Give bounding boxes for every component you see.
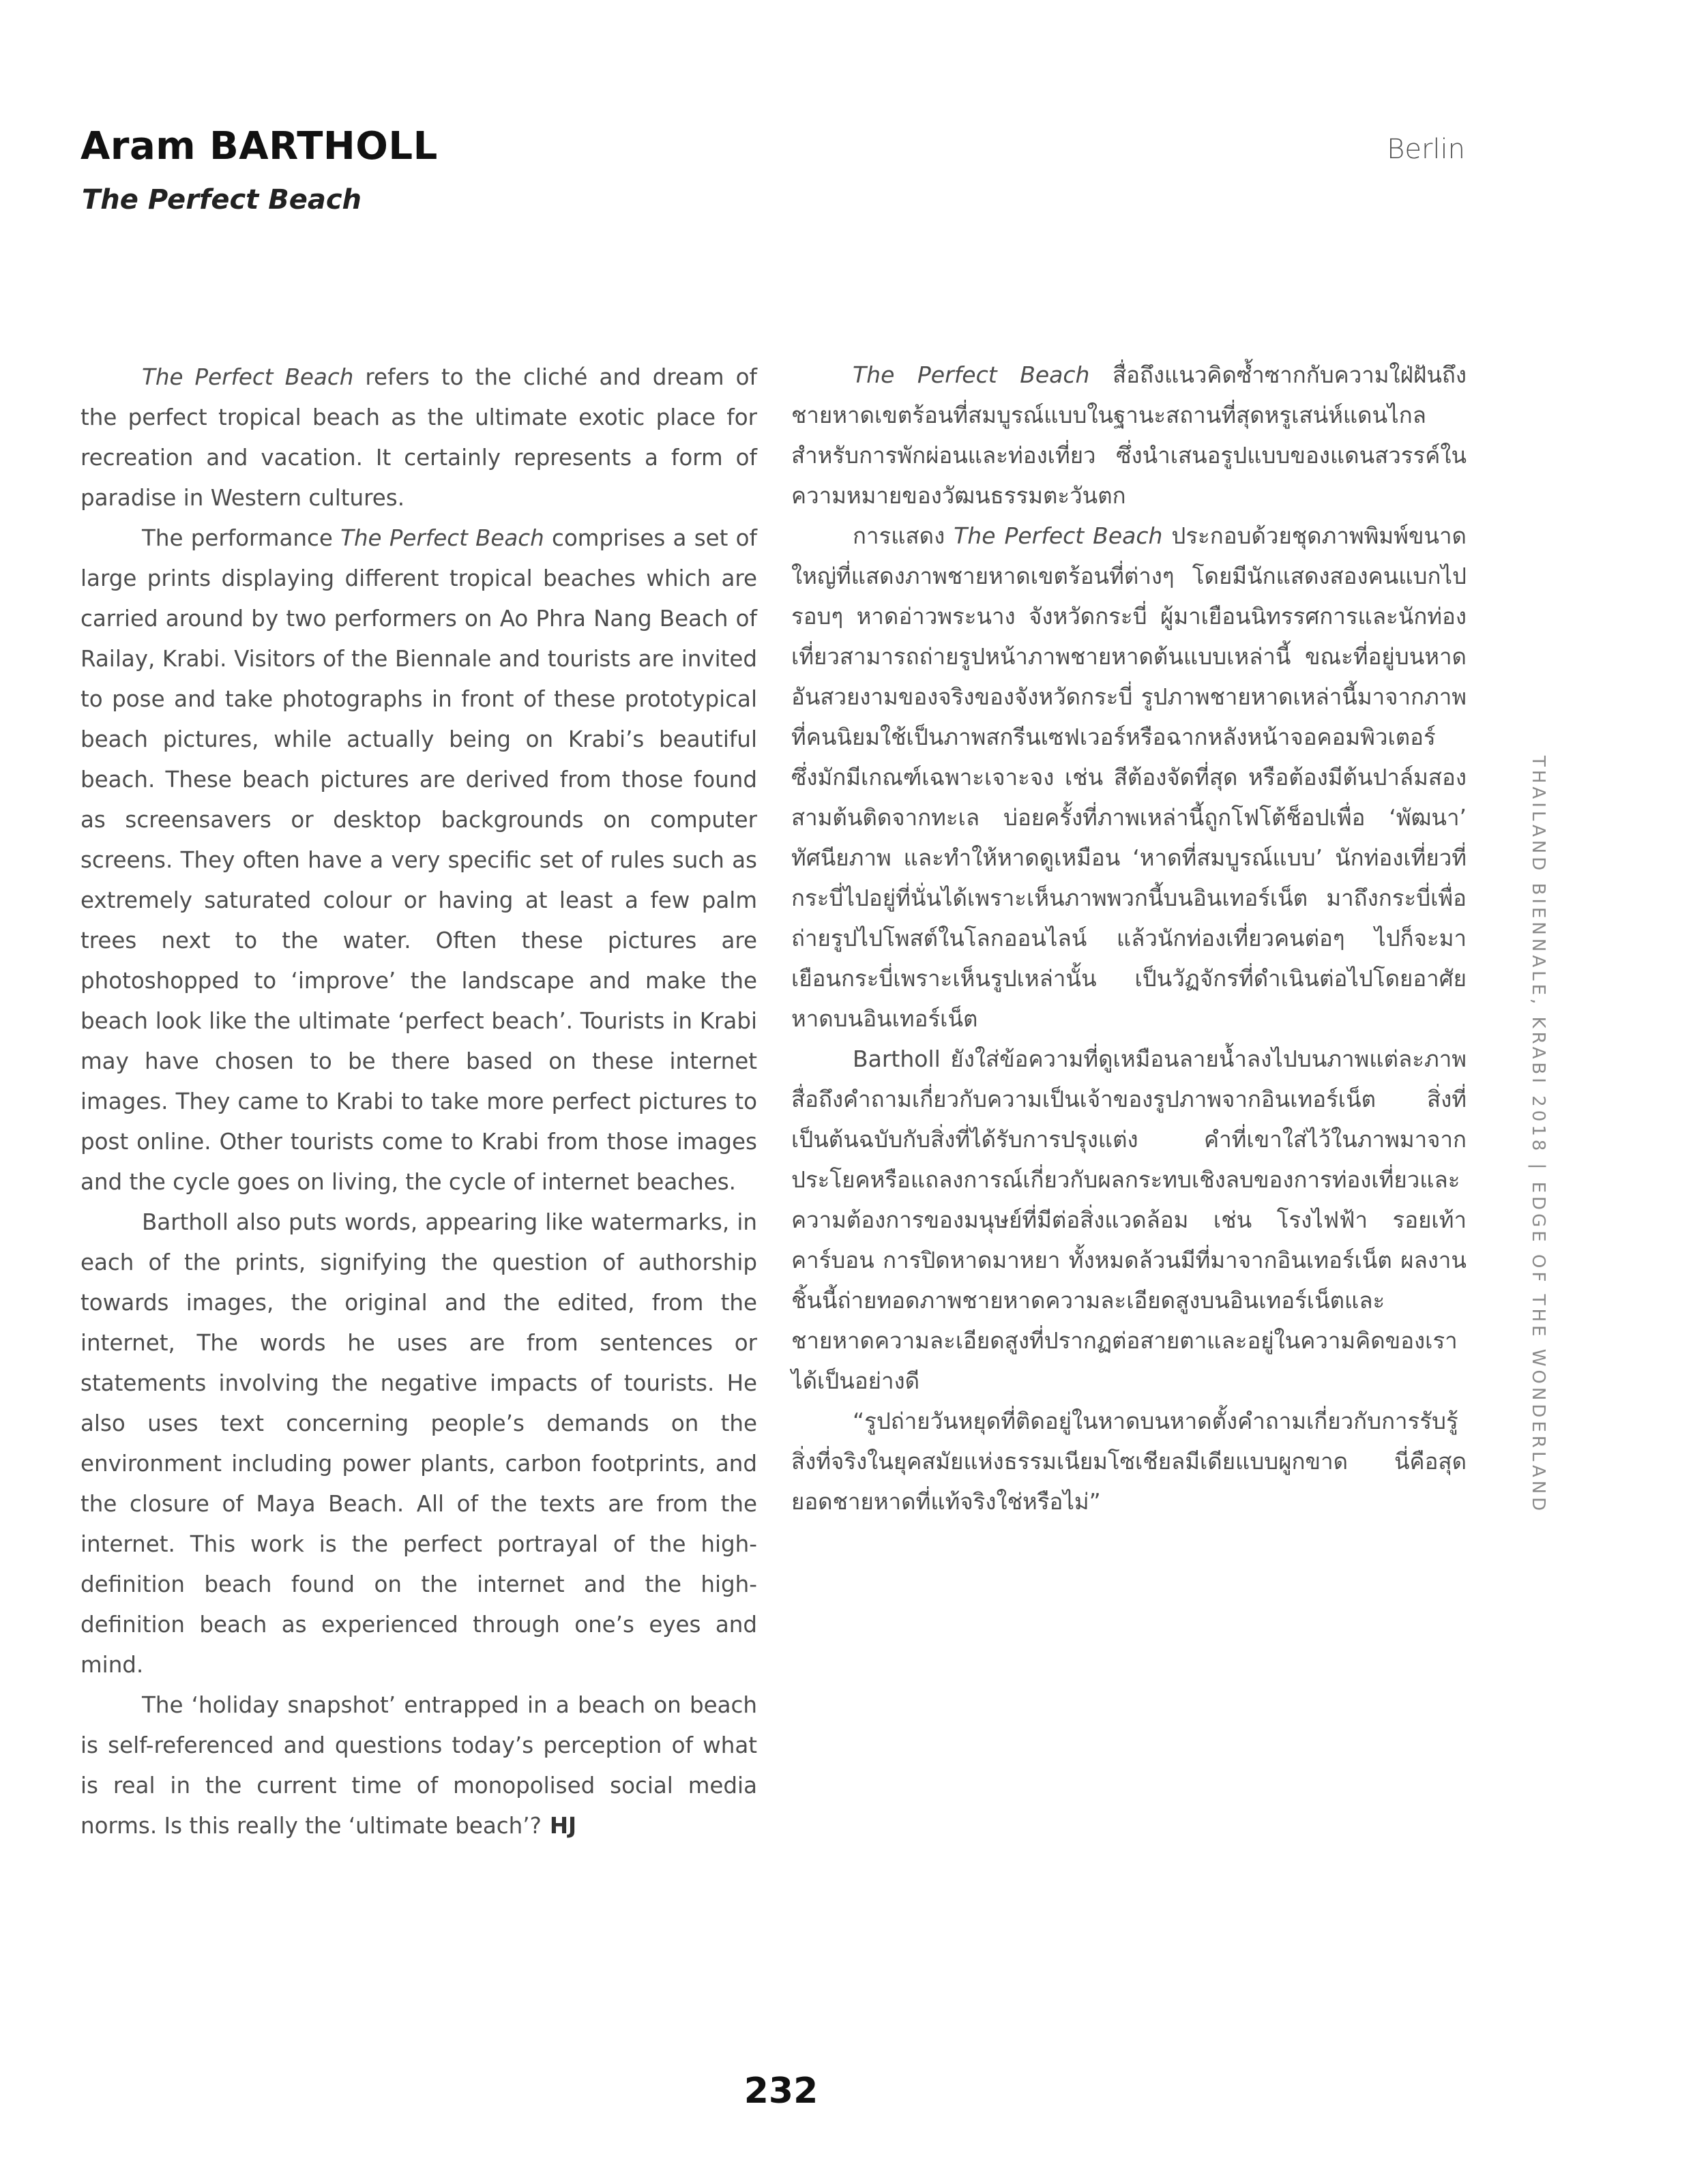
english-paragraph xyxy=(80,1685,757,1846)
artist-city: Berlin xyxy=(1387,134,1465,165)
thai-paragraph: Bartholl ยังใส่ข้อความที่ดูเหมือนลายน้ำลงไปบนภาพแต่ละภาพ สื่อถึงคำถามเกี่ยวกับความเป็นเจ้าของรูปภาพจากอินเทอร์เน็ต สิ่งที่เป็นต้นฉบับกับสิ่งที่ได้รับการปรุงแต่ง คำที่เขาใส่ไว้ในภาพมาจากประโยคหรือแถลงการณ์เกี่ยวกับผลกระทบเชิงลบของการท่องเที่ยวและความต้องการของมนุษย์ที่มีต่อสิ่งแวดล้อม เช่น โรงไฟฟ้า รอยเท้าคาร์บอน การปิดหาดมาหยา ทั้งหมดล้วนมีที่มาจากอินเทอร์เน็ต ผลงานชิ้นนี้ถ่ายทอดภาพชายหาดความละเอียดสูงบนอินเทอร์เน็ตและชายหาดความละเอียดสูงที่ปรากฏต่อสายตาและอยู่ในความคิดของเราได้เป็นอย่างดี xyxy=(791,1046,1467,1394)
paragraph-text: สื่อถึงแนวคิดซ้ำซากกับความใฝ่ฝันถึงชายหาดเขตร้อนที่สมบูรณ์แบบในฐานะสถานที่สุดหรูเสน่ห์แดนไกลสำหรับการพักผ่อนและท่องเที่ยว ซึ่งนำเสนอรูปแบบของแดนสวรรค์ในความหมายของวัฒนธรรมตะวันตก xyxy=(791,361,1467,509)
thai-text-column xyxy=(791,355,1467,1522)
paragraph-text: ประกอบด้วยชุดภาพพิมพ์ขนาดใหญ่ที่แสดงภาพชายหาดเขตร้อนที่ต่างๆ โดยมีนักแสดงสองคนแบกไปรอบๆ หาดอ่าวพระนาง จังหวัดกระบี่ ผู้มาเยือนนิทรรศการและนักท่องเที่ยวสามารถถ่ายรูปหน้าภาพชายหาดต้นแบบเหล่านี้ ขณะที่อยู่บนหาดอันสวยงามของจริงของจังหวัดกระบี่ รูปภาพชายหาดเหล่านี้มาจากภาพที่คนนิยมใช้เป็นภาพสกรีนเซฟเวอร์หรือฉากหลังหน้าจอคอมพิวเตอร์ ซึ่งมักมีเกณฑ์เฉพาะเจาะจง เช่น สีต้องจัดที่สุด หรือต้องมีต้นปาล์มสองสามต้นติดจากทะเล บ่อยครั้งที่ภาพเหล่านี้ถูกโฟโต้ช็อปเพื่อ ‘พัฒนา’ ทัศนียภาพ และทำให้หาดดูเหมือน ‘หาดที่สมบูรณ์แบบ’ นักท่องเที่ยวที่กระบี่ไปอยู่ที่นั่นได้เพราะเห็นภาพพวกนี้บนอินเทอร์เน็ต มาถึงกระบี่เพื่อถ่ายรูปไปโพสต์ในโลกออนไลน์ แล้วนักท่องเที่ยวคนต่อๆ ไปก็จะมาเยือนกระบี่เพราะเห็นรูปเหล่านั้น เป็นวัฏจักรที่ดำเนินต่อไปโดยอาศัยหาดบนอินเทอร์เน็ต xyxy=(791,522,1467,1032)
inline-work-title: The Perfect Beach xyxy=(853,361,1090,388)
paragraph-text: การแสดง xyxy=(853,522,954,549)
english-paragraph xyxy=(80,357,757,518)
paragraph-text: refers to the cliché and dream of the perfect tropical beach as the ultimate exotic place for recreation and vacation. It certainly represents a form of paradise in Western cultures. xyxy=(80,364,757,511)
running-sidebar xyxy=(1522,756,1557,1515)
author-initials: HJ xyxy=(549,1813,577,1839)
thai-paragraph xyxy=(791,516,1467,1039)
english-paragraph: Bartholl also puts words, appearing like watermarks, in each of the prints, signifying the question of authorship towards images, the original and the edited, from the internet, The words he uses are from sentences or statements involving the negative impacts of tourists. He also uses text concerning people’s demands on the environment including power plants, carbon footprints, and the closure of Maya Beach. All of the texts are from the internet. This work is the perfect portrayal of the high-definition beach found on the internet and the high-definition beach as experienced through one’s eyes and mind. xyxy=(80,1209,757,1678)
work-title: The Perfect Beach xyxy=(82,184,362,216)
thai-paragraph: “รูปถ่ายวันหยุดที่ติดอยู่ในหาดบนหาดตั้งคำถามเกี่ยวกับการรับรู้สิ่งที่จริงในยุคสมัยแห่งธรรมเนียมโซเชียลมีเดียแบบผูกขาด นี่คือสุดยอดชายหาดที่แท้จริงใช่หรือไม่” xyxy=(791,1408,1467,1515)
inline-work-title: The Perfect Beach xyxy=(954,522,1163,549)
english-text-column xyxy=(80,357,757,1846)
inline-work-title: The Perfect Beach xyxy=(340,525,544,551)
sidebar-caption: THAILAND BIENNALE, KRABI 2018 | EDGE OF THE WONDERLAND xyxy=(1528,756,1548,1515)
paragraph-text: The performance xyxy=(142,525,341,551)
paragraph-text: The ‘holiday snapshot’ entrapped in a beach on beach is self-referenced and questions today’s perception of what is real in the current time of monopolised social media norms. Is this really the ‘ultimate beach’? xyxy=(80,1692,757,1839)
page-number: 232 xyxy=(743,2071,819,2112)
paragraph-text: comprises a set of large prints displaying different tropical beaches which are carried around by two performers on Ao Phra Nang Beach of Railay, Krabi. Visitors of the Biennale and tourists are invited to pose and take photographs in front of these prototypical beach pictures, while actually being on Krabi’s beautiful beach. These beach pictures are derived from those found as screensavers or desktop backgrounds on computer screens. They often have a very specific set of rules such as extremely saturated colour or having at least a few palm trees next to the water. Often these pictures are photoshopped to ‘improve’ the landscape and make the beach look like the ultimate ‘perfect beach’. Tourists in Krabi may have chosen to be there based on these internet images. They came to Krabi to take more perfect pictures to post online. Other tourists come to Krabi from those images and the cycle goes on living, the cycle of internet beaches. xyxy=(80,525,757,1195)
thai-paragraph xyxy=(791,355,1467,516)
english-paragraph xyxy=(80,518,757,1202)
artist-name: Aram BARTHOLL xyxy=(80,124,438,168)
inline-work-title: The Perfect Beach xyxy=(142,364,354,390)
